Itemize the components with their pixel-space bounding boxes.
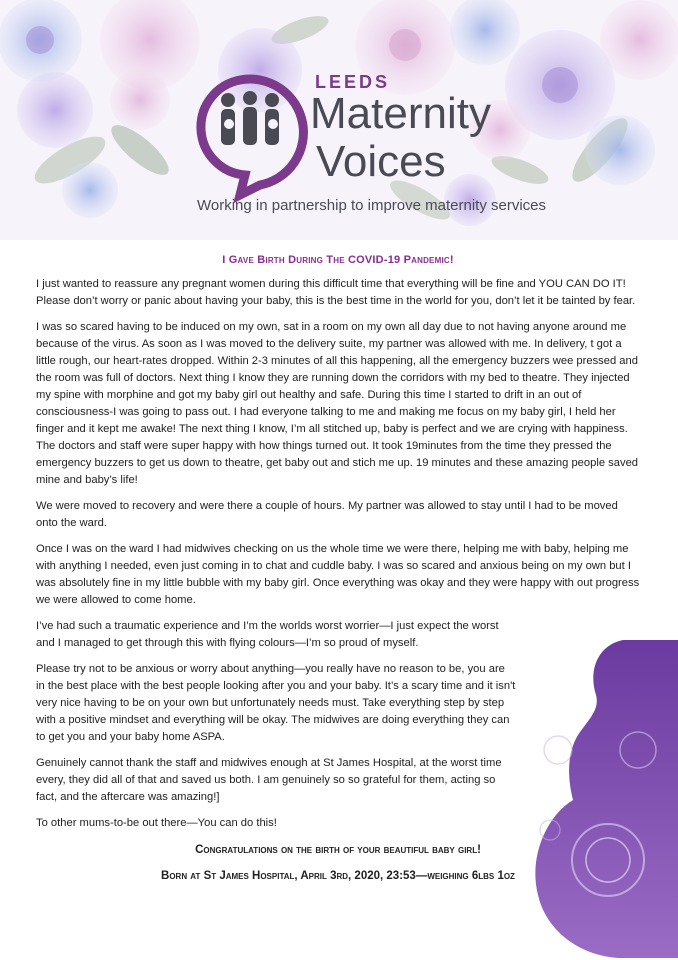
logo-maternity: Maternity xyxy=(310,89,491,138)
logo-tagline: Working in partnership to improve maternity services xyxy=(197,197,547,214)
congratulations-line: Congratulations on the birth of your beautiful baby girl! xyxy=(195,844,481,856)
logo-voices: Voices xyxy=(316,137,446,186)
logo-leeds: LEEDS xyxy=(315,72,391,92)
paragraph-3: We were moved to recovery and were there a couple of hours. My partner was allowed to stay until I had to be moved onto the ward. xyxy=(36,500,618,529)
article-title: I Gave Birth During The COVID-19 Pandemic! xyxy=(222,254,454,266)
paragraph-5: I’ve had such a traumatic experience and I’m the worlds worst worrier—I just expect the worst and I managed to get through this with flying colours—I’m so proud of myself. xyxy=(36,620,499,649)
closing-line: To other mums-to-be out there—You can do this! xyxy=(36,817,277,829)
pregnant-woman-silhouette-illustration xyxy=(528,640,678,960)
paragraph-2: I was so scared having to be induced on my own, sat in a room on my own all day due to not having anyone around me because of the virus. As soon as I was moved to the delivery suite, my partner was allowed with me. In delivery, t got a little rough, our heart-rates dropped. Within 2-3 minutes of all this happening, all the emergency buzzers wee pressed and the room was full of doctors. Next thing I know they are running down the corridors with my bed to theatre. They injected my spine with morphine and got my baby girl out healthy and safe. During this time I started to drift in an out of consciousness-I was going to pass out. I had everyone talking to me and making me focus on my baby girl, I held her finger and it kept me awake! The next thing I know, I’m all stitched up, baby is perfect and we are crying with happiness. The doctors and staff were super happy with how things turned out. It took 19minutes from the time they pressed the emergency buzzers to get us down to theatre, get baby out and stich me up. 19 minutes and these amazing people saved mine and baby’s life! xyxy=(36,321,639,486)
birth-info-line: Born at St James Hospital, April 3rd, 2020, 23:53—weighing 6lbs 1oz xyxy=(161,870,515,882)
paragraph-7: Genuinely cannot thank the staff and midwives enough at St James Hospital, at the worst time every, they did all of that and saved us both. I am genuinely so so grateful for them, acting so fact, and the aftercare was amazing!] xyxy=(36,757,502,803)
paragraph-1: I just wanted to reassure any pregnant women during this difficult time that everything will be fine and YOU CAN DO IT! Please don’t worry or panic about having your baby, this is the best time in the world for you, don’t let it be tainted by fear. xyxy=(36,278,636,307)
header-banner xyxy=(0,0,678,240)
paragraph-4: Once I was on the ward I had midwives checking on us the whole time we were there, helping me with baby, helping me with anything I needed, even just coming in to chat and cuddle baby. I was so scared and anxious being on my own but I was absolutely fine in my little bubble with my baby girl. Once everything was okay and they were happy with out progress we were allowed to come home. xyxy=(36,543,640,606)
paragraph-6: Please try not to be anxious or worry about anything—you really have no reason to be, you are in the best place with the best people looking after you and your baby. It’s a scary time and it isn't very nice having to be on your own but unfortunately needs must. Take everything step by step with a positive mindset and everything will be okay. The midwives are doing everything they can to get you and your baby home ASPA. xyxy=(36,663,516,743)
